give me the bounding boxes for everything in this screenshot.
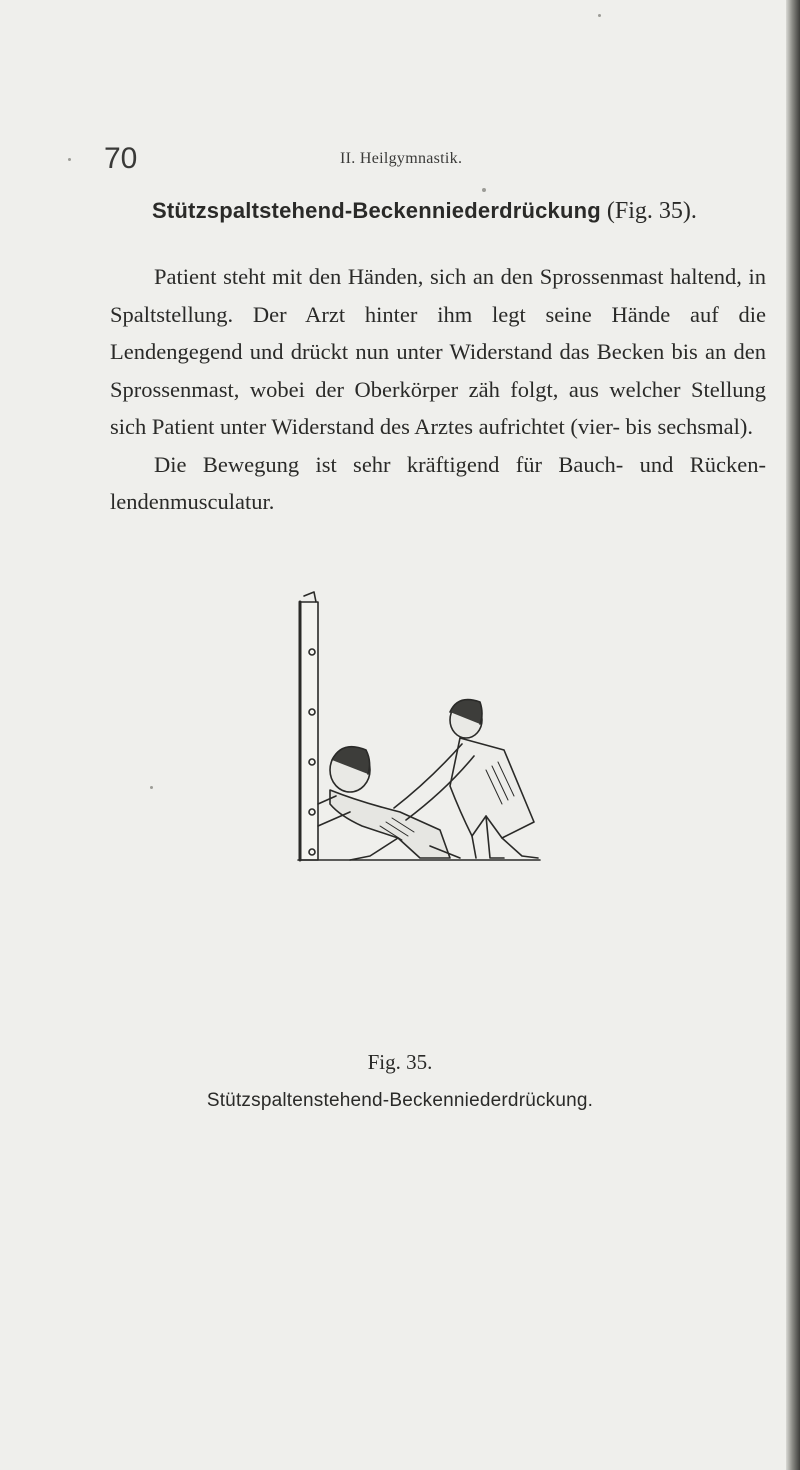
paragraph: Die Bewegung ist sehr kräftigend für Bauch- und Rücken-lendenmusculatur. <box>110 451 766 514</box>
section-heading-figure-ref: (Fig. 35). <box>606 198 697 224</box>
section-heading-title: Stützspaltstehend-Beckenniederdrückung <box>152 198 601 223</box>
figure-caption: Stützspaltenstehend-Beckenniederdrückung. <box>206 1090 594 1111</box>
section-heading <box>152 198 697 225</box>
figure-label: Fig. 35. <box>367 1050 433 1074</box>
body-text <box>110 258 766 521</box>
page-edge-shadow <box>786 0 800 1470</box>
exercise-illustration <box>290 590 600 880</box>
page-number: 70 <box>104 142 138 175</box>
running-head: II. Heilgymnastik. <box>340 150 463 167</box>
paragraph: Patient steht mit den Händen, sich an den Sprossenmast haltend, in Spaltstellung. Der Arzt hinter ihm legt seine Hände auf die Lendengegend und drückt nun unter Widerstand das Becken bis an den Sprossenmast, wobei der Oberkörper zäh folgt, aus welcher Stellung sich Patient unter Widerstand des Arztes aufrichtet (vier- bis sechsmal). <box>110 264 766 439</box>
